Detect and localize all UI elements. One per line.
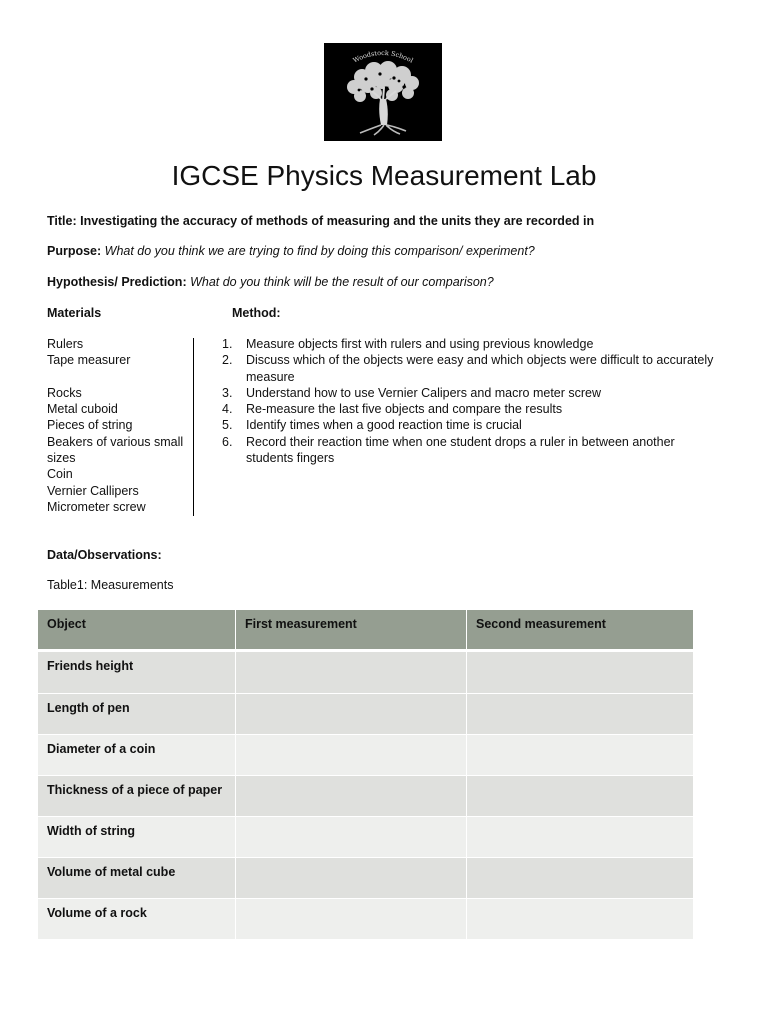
second-measurement-cell[interactable]	[467, 651, 694, 694]
method-step	[218, 434, 718, 467]
material-item: Micrometer screw	[47, 499, 146, 514]
step-text: Understand how to use Vernier Calipers and macro meter screw	[246, 385, 602, 400]
purpose-label: Purpose:	[47, 244, 102, 258]
second-measurement-cell[interactable]	[467, 735, 694, 776]
object-cell: Thickness of a piece of paper	[38, 776, 236, 817]
purpose-line	[47, 244, 535, 258]
title-line	[47, 214, 594, 228]
first-measurement-cell[interactable]	[236, 651, 467, 694]
method-step	[218, 417, 718, 433]
title-text: Investigating the accuracy of methods of measuring and the units they are recorded in	[76, 214, 595, 228]
second-measurement-cell[interactable]	[467, 694, 694, 735]
material-item: Rulers	[47, 337, 84, 351]
first-measurement-cell[interactable]	[236, 817, 467, 858]
school-logo	[324, 43, 442, 141]
table-row	[38, 858, 694, 899]
method-step	[218, 336, 718, 352]
page-title: IGCSE Physics Measurement Lab	[171, 160, 597, 191]
table-row	[38, 899, 694, 940]
second-measurement-cell[interactable]	[467, 899, 694, 940]
step-number: 4.	[222, 402, 233, 417]
step-number: 1.	[222, 337, 233, 351]
table-row	[38, 817, 694, 858]
object-cell: Length of pen	[38, 694, 236, 735]
hypothesis-line	[47, 275, 494, 289]
header-second-measurement: Second measurement	[467, 610, 694, 651]
table-row	[38, 694, 694, 735]
object-cell: Volume of a rock	[38, 899, 236, 940]
first-measurement-cell[interactable]	[236, 776, 467, 817]
step-number: 6.	[222, 434, 233, 449]
method-list	[218, 336, 718, 466]
second-measurement-cell[interactable]	[467, 817, 694, 858]
table-row	[38, 651, 694, 694]
step-text: Re-measure the last five objects and compare the results	[246, 402, 563, 417]
title-label: Title:	[47, 214, 77, 228]
method-step	[218, 385, 718, 401]
material-item: Vernier Callipers	[47, 483, 139, 498]
table-row	[38, 735, 694, 776]
step-text: Identify times when a good reaction time is crucial	[246, 418, 522, 433]
method-heading: Method:	[232, 306, 281, 320]
step-number: 5.	[222, 418, 233, 433]
method-step	[218, 401, 718, 417]
step-number: 3.	[222, 385, 233, 400]
material-item: Rocks	[47, 385, 82, 400]
first-measurement-cell[interactable]	[236, 694, 467, 735]
header-object: Object	[38, 610, 236, 651]
first-measurement-cell[interactable]	[236, 858, 467, 899]
material-item	[47, 369, 192, 385]
tree-icon	[324, 43, 442, 141]
table-caption: Table1: Measurements	[47, 578, 174, 592]
object-cell: Diameter of a coin	[38, 735, 236, 776]
data-heading: Data/Observations:	[47, 548, 162, 562]
column-divider	[193, 338, 194, 516]
header-first-measurement: First measurement	[236, 610, 467, 651]
step-text: Record their reaction time when one student drops a ruler in between another students fingers	[246, 434, 675, 466]
logo-text: Woodstock School	[351, 48, 415, 65]
step-text: Discuss which of the objects were easy and which objects were difficult to accurately measure	[246, 353, 714, 384]
material-item: Tape measurer	[47, 353, 131, 368]
hypothesis-text: What do you think will be the result of our comparison?	[186, 275, 494, 289]
materials-list	[47, 336, 192, 515]
material-item: Coin	[47, 467, 73, 482]
table-header-row	[38, 610, 694, 651]
first-measurement-cell[interactable]	[236, 899, 467, 940]
second-measurement-cell[interactable]	[467, 858, 694, 899]
materials-heading: Materials	[47, 306, 102, 320]
step-number: 2.	[222, 353, 233, 368]
step-text: Measure objects first with rulers and using previous knowledge	[246, 337, 594, 351]
material-item: Beakers of various small sizes	[47, 434, 184, 466]
method-step	[218, 352, 718, 385]
measurements-table	[37, 609, 694, 940]
second-measurement-cell[interactable]	[467, 776, 694, 817]
table-row	[38, 776, 694, 817]
purpose-text: What do you think we are trying to find by doing this comparison/ experiment?	[101, 244, 535, 258]
object-cell: Friends height	[38, 651, 236, 694]
object-cell: Volume of metal cube	[38, 858, 236, 899]
material-item: Pieces of string	[47, 418, 133, 433]
first-measurement-cell[interactable]	[236, 735, 467, 776]
object-cell: Width of string	[38, 817, 236, 858]
material-item: Metal cuboid	[47, 402, 118, 417]
hypothesis-label: Hypothesis/ Prediction:	[47, 275, 187, 289]
